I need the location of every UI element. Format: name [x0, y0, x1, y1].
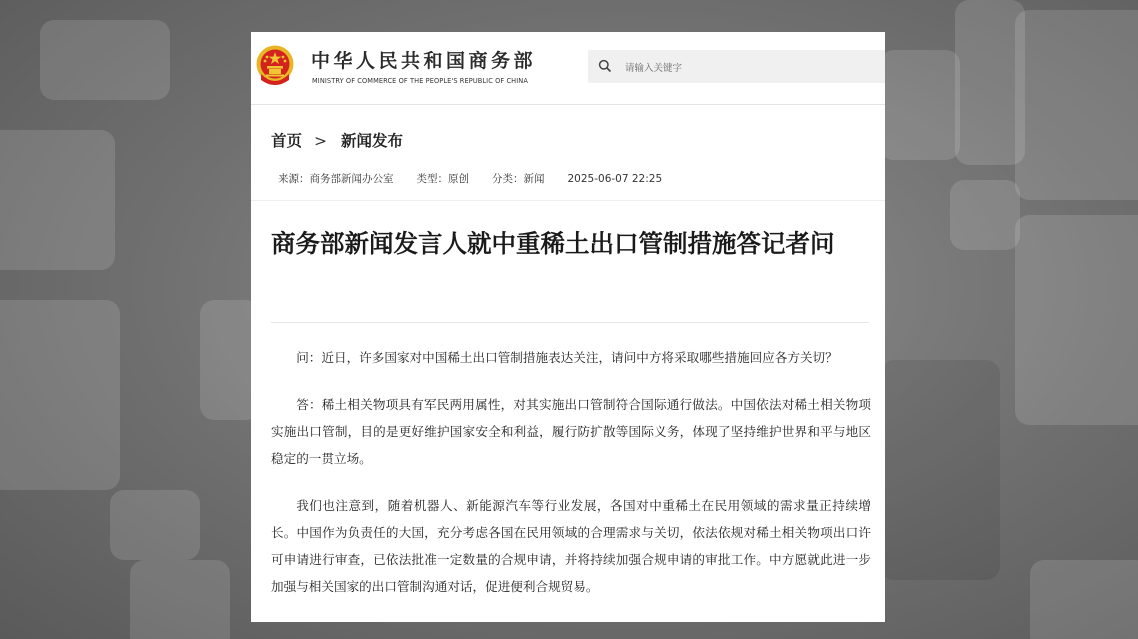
article-paragraph-answer: 答：稀土相关物项具有军民两用属性，对其实施出口管制符合国际通行做法。中国依法对稀土相关物项实施出口管制，目的是更好维护国家安全和利益，履行防扩散等国际义务，体现了坚持维护世界和平与地区稳定的一贯立场。	[271, 397, 871, 466]
article-paragraph-followup: 我们也注意到，随着机器人、新能源汽车等行业发展，各国对中重稀土在民用领域的需求量正持续增长。中国作为负责任的大国，充分考虑各国在民用领域的合理需求与关切，依法依规对稀土相关物项出口许可申请进行审查，已依法批准一定数量的合规申请，并将持续加强合规申请的审批工作。中方愿就此进一步加强与相关国家的出口管制沟通对话，促进便利合规贸易。	[271, 498, 871, 594]
meta-source: 来源：商务部新闻办公室	[278, 173, 394, 185]
article-page	[251, 32, 885, 622]
article-meta	[278, 171, 685, 186]
search-box[interactable]	[588, 50, 885, 83]
article-paragraph-question: 问：近日，许多国家对中国稀土出口管制措施表达关注，请问中方将采取哪些措施回应各方关切？	[296, 350, 838, 365]
breadcrumb-current-link[interactable]: 新闻发布	[341, 132, 404, 150]
article-title: 商务部新闻发言人就中重稀土出口管制措施答记者问	[271, 229, 835, 258]
meta-divider	[251, 200, 885, 201]
breadcrumb-separator: >	[314, 132, 328, 150]
site-header	[251, 32, 885, 104]
search-input[interactable]: 请输入关键字	[625, 63, 683, 74]
site-logo-title[interactable]: 中华人民共和国商务部	[311, 50, 537, 72]
site-logo-subtitle: MINISTRY OF COMMERCE OF THE PEOPLE'S REPUBLIC OF CHINA	[312, 77, 528, 85]
header-divider	[251, 104, 885, 105]
search-icon[interactable]	[598, 59, 612, 73]
article-body	[271, 344, 871, 620]
breadcrumb-home-link[interactable]: 首页	[271, 132, 303, 150]
meta-category: 分类：新闻	[492, 173, 545, 185]
title-divider	[271, 322, 869, 323]
meta-datetime: 2025-06-07 22:25	[567, 173, 663, 185]
breadcrumb	[271, 129, 403, 151]
meta-type: 类型：原创	[416, 173, 469, 185]
national-emblem-icon[interactable]	[255, 44, 295, 88]
